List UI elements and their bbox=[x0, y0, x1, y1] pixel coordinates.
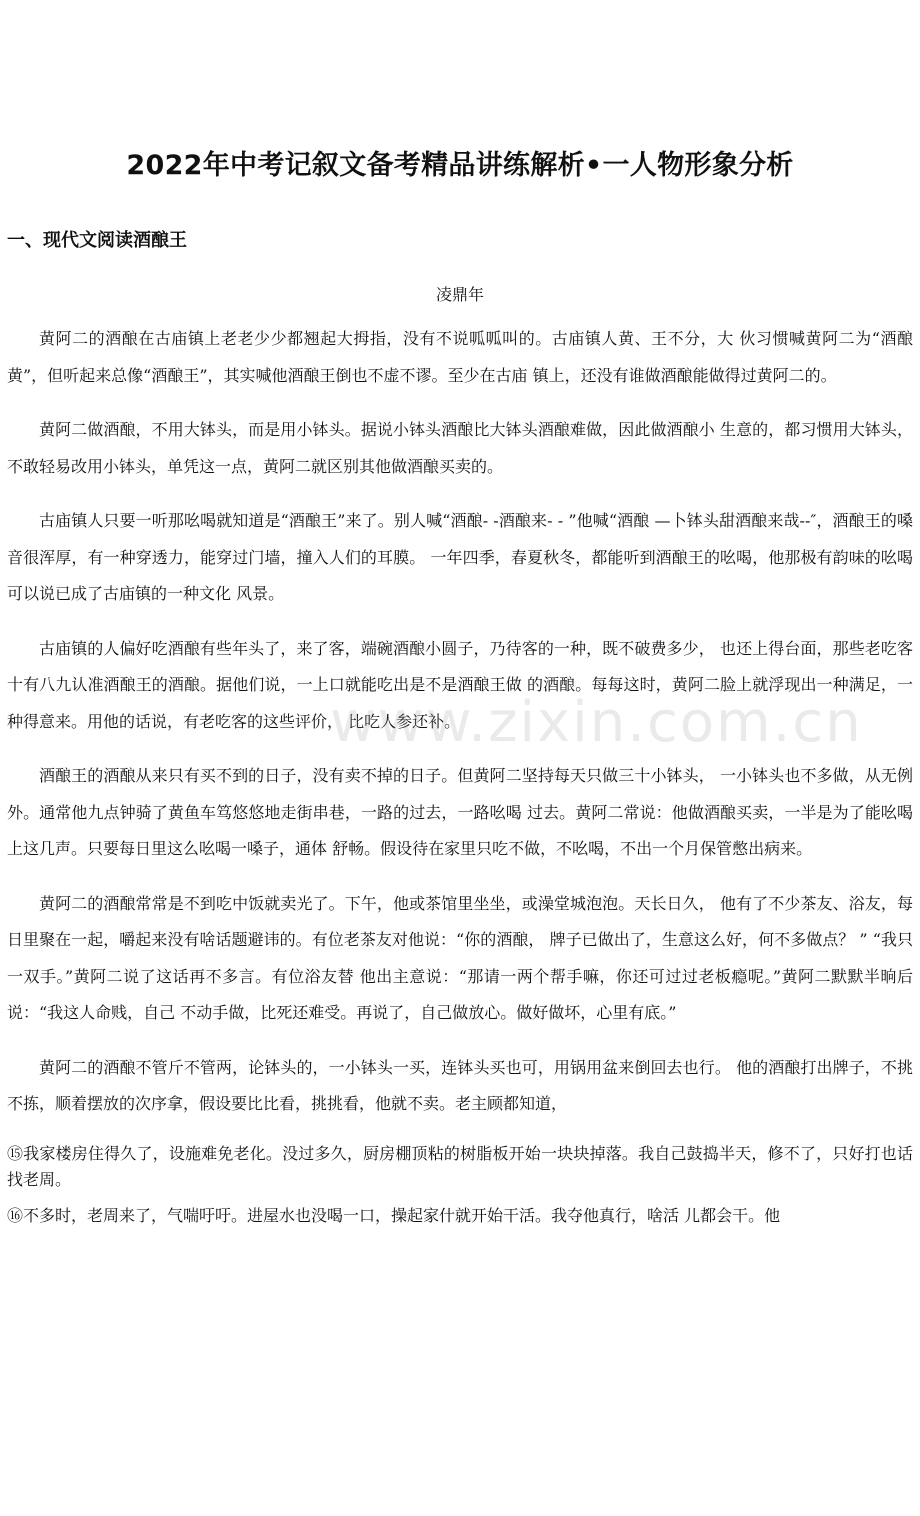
watermark: www.zixin.com.cn bbox=[330, 690, 863, 755]
numbered-paragraph: ⑯不多时，老周来了，气喘吁吁。进屋水也没喝一口，操起家什就开始干活。我夺他真行，啥活 儿都会干。他 bbox=[7, 1205, 781, 1225]
paragraph: 酒酿王的酒酿从来只有买不到的日子，没有卖不掉的日子。但黄阿二坚持每天只做三十小钵头， 一小钵头也不多做，从无例外。通常他九点钟骑了黄鱼车笃悠悠地走街串巷，一路的过去，一路吆喝 过去。黄阿二常说：他做酒酿买卖，一半是为了能吆喝上这几声。只要每日里这么吆喝一嗓子，通体 舒畅。假设待在家里只吃不做，不吆喝，不出一个月保管憋出病来。 bbox=[7, 766, 913, 858]
numbered-paragraph: ⑮我家楼房住得久了，设施难免老化。没过多久，厨房棚顶粘的树脂板开始一块块掉落。我自己鼓捣半天，修不了，只好打也话找老周。 bbox=[7, 1143, 913, 1189]
article-body bbox=[7, 321, 913, 1239]
paragraph: 古庙镇的人偏好吃酒酿有些年头了，来了客，端碗酒酿小圆子，乃待客的一种，既不破费多少， 也还上得台面，那些老吃客十有八九认准酒酿王的酒酿。据他们说，一上口就能吃出是不是酒酿王做 的酒酿。每每这时，黄阿二脸上就浮现出一种满足，一种得意来。用他的话说，有老吃客的这些评价， 比吃人参还补。 bbox=[7, 638, 913, 731]
paragraph: 黄阿二的酒酿不管斤不管两，论钵头的，一小钵头一买，连钵头买也可，用锅用盆来倒回去也行。 他的酒酿打出牌子，不挑不拣，顺着摆放的次序拿，假设要比比看，挑挑看，他就不卖。老主顾都知道， bbox=[7, 1057, 913, 1113]
paragraph: 黄阿二的酒酿在古庙镇上老老少少都翘起大拇指，没有不说呱呱叫的。古庙镇人黄、王不分，大 伙习惯喊黄阿二为“酒酿黄”，但听起来总像“酒酿王”，其实喊他酒酿王倒也不虚不谬。至少在古庙 镇上，还没有谁做酒酿能做得过黄阿二的。 bbox=[7, 329, 913, 385]
paragraph: 黄阿二的酒酿常常是不到吃中饭就卖光了。下午，他或茶馆里坐坐，或澡堂城泡泡。天长日久， 他有了不少茶友、浴友，每日里聚在一起，嚼起来没有啥话题避讳的。有位老茶友对他说：“你的酒酿， 牌子已做出了，生意这么好，何不多做点？ ” “我只一双手。”黄阿二说了这话再不多言。有位浴友替 他出主意说：“那请一两个帮手嘛，你还可过过老板瘾呢。”黄阿二默默半晌后说：“我这人命贱，自己 不动手做，比死还难受。再说了，自己做放心。做好做坏，心里有底。” bbox=[7, 893, 913, 1022]
paragraph: 黄阿二做酒酿，不用大钵头，而是用小钵头。据说小钵头酒酿比大钵头酒酿难做，因此做酒酿小 生意的，都习惯用大钵头，不敢轻易改用小钵头，单凭这一点，黄阿二就区别其他做酒酿买卖的。 bbox=[7, 420, 913, 476]
author-name: 凌鼎年 bbox=[435, 285, 484, 304]
section-heading: 一、现代文阅读酒酿王 bbox=[7, 230, 187, 251]
page-title: 2022年中考记叙文备考精品讲练解析•一人物形象分析 bbox=[126, 150, 794, 181]
paragraph: 古庙镇人只要一听那吆喝就知道是“酒酿王”来了。别人喊“酒酿- -酒酿来- - ”他喊“酒酿 —卜钵头甜酒酿来哉--″，酒酿王的嗓音很浑厚，有一种穿透力，能穿过门墙，撞入人们的耳膜。 一年四季，春夏秋冬，都能听到酒酿王的吆喝，他那极有韵味的吆喝可以说已成了古庙镇的一种文化 风景。 bbox=[7, 511, 913, 603]
